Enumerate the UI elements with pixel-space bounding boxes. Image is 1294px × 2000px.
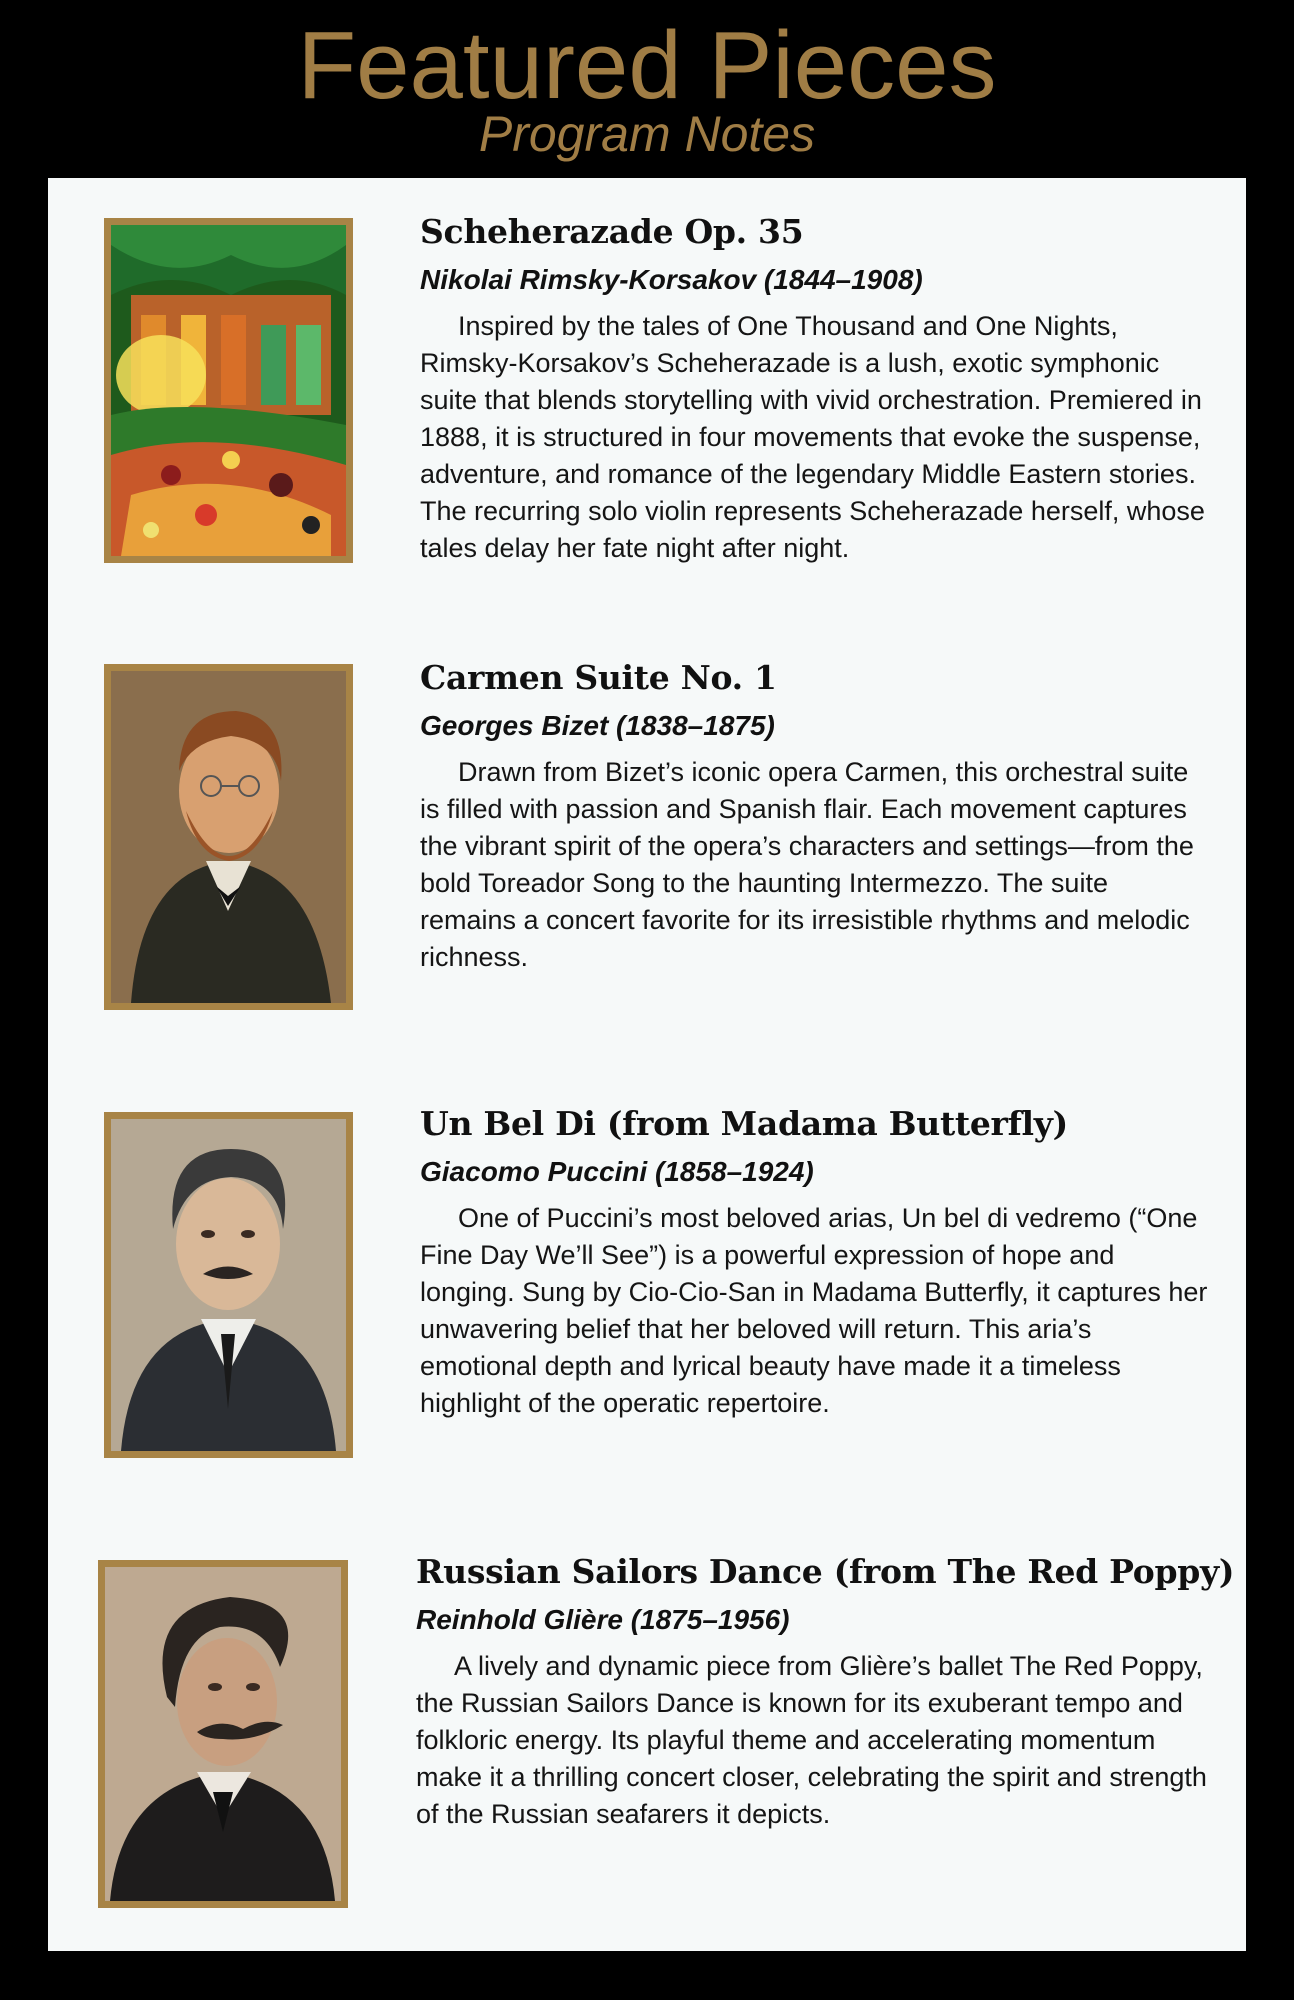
program-notes-panel bbox=[48, 178, 1246, 1951]
puccini-portrait bbox=[104, 1112, 353, 1458]
bizet-portrait bbox=[104, 664, 353, 1010]
piece-title: Un Bel Di (from Madama Butterfly) bbox=[420, 1104, 1068, 1143]
piece-text bbox=[416, 1550, 1235, 1833]
piece-description: One of Puccini’s most beloved arias, Un bel di vedremo (“One Fine Day We’ll See”) is a powerful expression of hope and longing. Sung by Cio-Cio-San in Madama Butterfly, it captures her unwavering belief that her beloved will return. This aria’s emotional depth and lyrical beauty have made it a timeless highlight of the operatic repertoire. bbox=[420, 1203, 1208, 1418]
composer-name: Giacomo Puccini (1858–1924) bbox=[420, 1156, 814, 1187]
composer-name: Reinhold Glière (1875–1956) bbox=[416, 1604, 790, 1635]
page-subtitle: Program Notes bbox=[478, 106, 816, 162]
piece-text bbox=[420, 210, 1210, 567]
piece-description: Inspired by the tales of One Thousand and One Nights, Rimsky-Korsakov’s Scheherazade is a lush, exotic symphonic suite that blends storytelling with vivid orchestration. Premiered in 1888, it is structured in four movements that evoke the suspense, adventure, and romance of the legendary Middle Eastern stories. The recurring solo violin represents Scheherazade herself, whose tales delay her fate night after night. bbox=[420, 311, 1205, 563]
page-title: Featured Pieces bbox=[297, 12, 997, 119]
piece-description: A lively and dynamic piece from Glière’s ballet The Red Poppy, the Russian Sailors Dance is known for its exuberant tempo and folkloric energy. Its playful theme and accelerating momentum make it a thrilling concert closer, celebrating the spirit and strength of the Russian seafarers it depicts. bbox=[416, 1651, 1207, 1829]
piece-title: Scheherazade Op. 35 bbox=[420, 212, 804, 251]
piece-title: Carmen Suite No. 1 bbox=[420, 658, 777, 697]
composer-name: Nikolai Rimsky-Korsakov (1844–1908) bbox=[420, 264, 923, 295]
piece-description: Drawn from Bizet’s iconic opera Carmen, this orchestral suite is filled with passion and Spanish flair. Each movement captures the vibrant spirit of the opera’s characters and settings—from the bold Toreador Song to the haunting Intermezzo. The suite remains a concert favorite for its irresistible rhythms and melodic richness. bbox=[420, 757, 1194, 972]
piece-title: Russian Sailors Dance (from The Red Poppy) bbox=[416, 1552, 1235, 1591]
piece-text bbox=[420, 1102, 1210, 1422]
scheherazade-painting bbox=[104, 218, 353, 563]
piece-text bbox=[420, 656, 1210, 976]
header bbox=[0, 0, 1294, 178]
gliere-portrait bbox=[98, 1560, 348, 1908]
composer-name: Georges Bizet (1838–1875) bbox=[420, 710, 775, 741]
